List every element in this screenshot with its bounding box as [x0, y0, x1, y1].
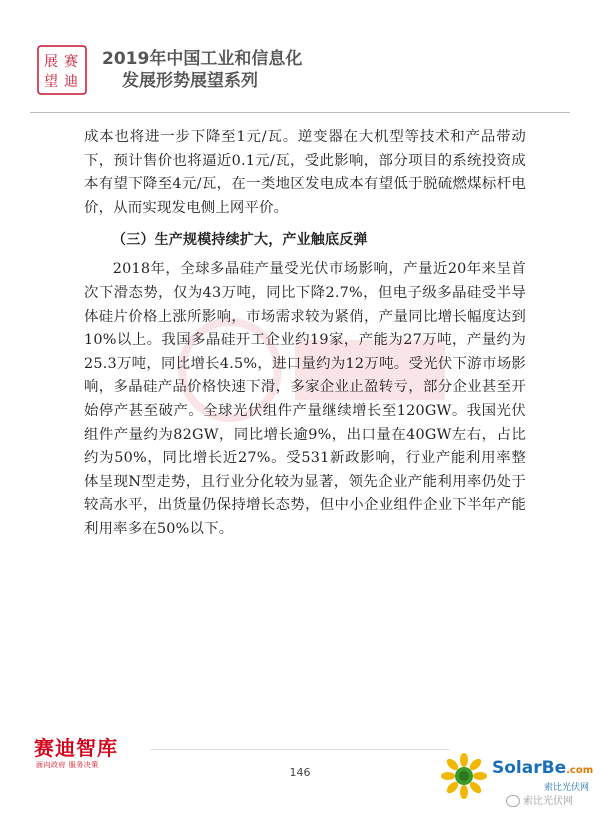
paragraph-continued: 成本也将进一步下降至1元/瓦。逆变器在大机型等技术和产品带动下，预计售价也将逼近0.1元/瓦，受此影响，部分项目的系统投资成本有望下降至4元/瓦，在一类地区发电成本有望低于脱硫燃煤标杆电价，从而实现发电侧上网平价。: [84, 129, 526, 216]
series-title-line1: 2019年中国工业和信息化: [102, 49, 303, 69]
section-paragraph: 2018年，全球多晶硅产量受光伏市场影响，产量近20年来呈首次下滑态势，仅为43万吨，同比下降2.7%，但电子级多晶硅受半导体硅片价格上涨所影响，市场需求较为紧俏，产量同比增长幅度达到10%以上。我国多晶硅开工企业约19家，产能为27万吨，产量约为25.3万吨，同比增长4.5%，进口量约为12万吨。受光伏下游市场影响，多晶硅产品价格快速下滑，多家企业止盈转亏，部分企业甚至开始停产甚至破产。全球光伏组件产量继续增长至120GW。我国光伏组件产量约为82GW，同比增长逾9%，出口量在40GW左右，占比约为50%，同比增长近27%。受531新政影响，行业产能利用率整体呈现N型走势，且行业分化较为显著，领先企业产能利用率仍处于较高水平，出货量仍保持增长态势，但中小企业组件企业下半年产能利用率多在50%以下。: [84, 261, 526, 537]
ccid-think-tank-logo: [34, 732, 144, 772]
series-title: [102, 48, 302, 92]
wechat-label: 索比光伏网: [523, 796, 573, 807]
solarbe-name: [492, 758, 593, 778]
section-heading: （三）生产规模持续扩大，产业触底反弹: [112, 232, 368, 249]
wechat-watermark: [506, 792, 573, 807]
solarbe-name-text: SolarBe: [492, 758, 567, 778]
sunflower-icon: [440, 752, 488, 800]
page-number: 146: [289, 766, 311, 779]
footer-divider: [150, 749, 450, 750]
brand-name: 赛迪智库: [34, 736, 118, 760]
body-text: [84, 126, 526, 542]
wechat-icon: [506, 795, 520, 807]
svg-text:展: 展: [44, 54, 58, 70]
solarbe-subtitle: 索比光伏网: [544, 783, 590, 793]
svg-text:赛: 赛: [64, 54, 78, 70]
ccid-seal-logo: [36, 44, 88, 96]
series-title-line2: 发展形势展望系列: [122, 71, 258, 91]
brand-slogan: 面向政府 服务决策: [36, 761, 99, 769]
solarbe-domain: .com: [566, 765, 594, 776]
svg-text:望: 望: [44, 74, 58, 90]
header-divider: [30, 112, 570, 113]
solarbe-logo: [440, 752, 596, 808]
svg-text:迪: 迪: [64, 74, 78, 90]
page-header: [36, 44, 476, 100]
